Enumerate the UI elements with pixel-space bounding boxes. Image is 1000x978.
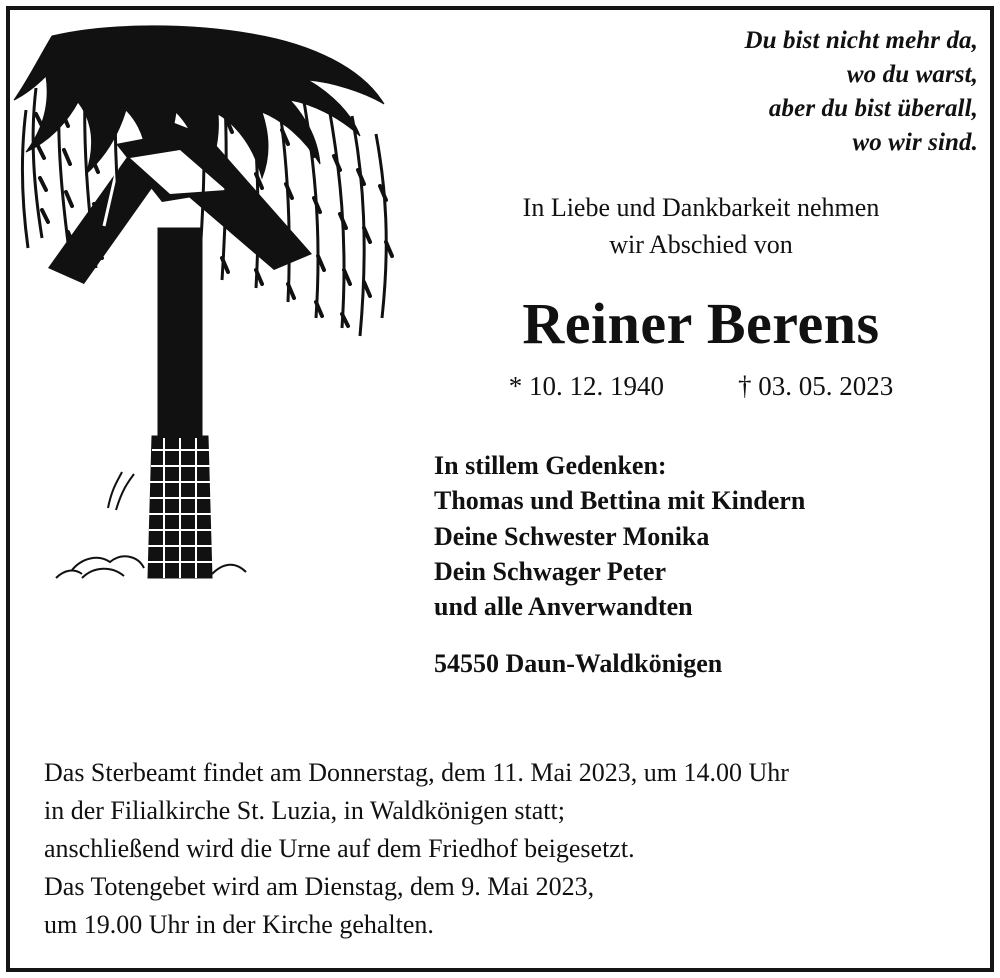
service-line-2: in der Filialkirche St. Luzia, in Waldkönigen statt; xyxy=(44,795,565,825)
verse-line-1: Du bist nicht mehr da, xyxy=(744,27,978,54)
verse-line-2: wo du warst, xyxy=(846,61,978,88)
intro-line-1: In Liebe und Dankbarkeit nehmen xyxy=(522,193,880,222)
mourners-heading: In stillem Gedenken: xyxy=(434,450,667,480)
service-line-5: um 19.00 Uhr in der Kirche gehalten. xyxy=(44,909,434,939)
mourner-line-3: Dein Schwager Peter xyxy=(434,556,667,586)
block-spacer xyxy=(434,625,980,649)
mourner-line-4: und alle Anverwandten xyxy=(434,592,693,622)
verse-line-3: aber du bist überall, xyxy=(768,95,978,122)
intro-line-2: wir Abschied von xyxy=(609,229,793,259)
place-line: 54550 Daun-Waldkönigen xyxy=(434,648,723,678)
mourner-line-2: Deine Schwester Monika xyxy=(434,521,710,551)
notice-text-column xyxy=(422,24,980,679)
introduction-text xyxy=(422,190,980,264)
birth-date: * 10. 12. 1940 xyxy=(508,370,664,401)
service-line-4: Das Totengebet wird am Dienstag, dem 9. Mai 2023, xyxy=(44,871,595,901)
page-content xyxy=(12,12,988,966)
mourner-line-1: Thomas und Bettina mit Kindern xyxy=(434,486,806,516)
verse-line-4: wo wir sind. xyxy=(852,129,978,156)
service-line-1: Das Sterbeamt findet am Donnerstag, dem 11. Mai 2023, um 14.00 Uhr xyxy=(44,758,789,787)
death-date: † 03. 05. 2023 xyxy=(738,370,894,401)
service-details xyxy=(44,754,944,944)
life-dates xyxy=(422,371,980,402)
weeping-willow-with-grave-cross-illustration xyxy=(12,18,422,583)
mourners-block xyxy=(434,448,980,649)
memorial-verse xyxy=(422,24,980,160)
service-line-3: anschließend wird die Urne auf dem Friedhof beigesetzt. xyxy=(44,833,635,863)
deceased-name: Reiner Berens xyxy=(522,290,880,356)
